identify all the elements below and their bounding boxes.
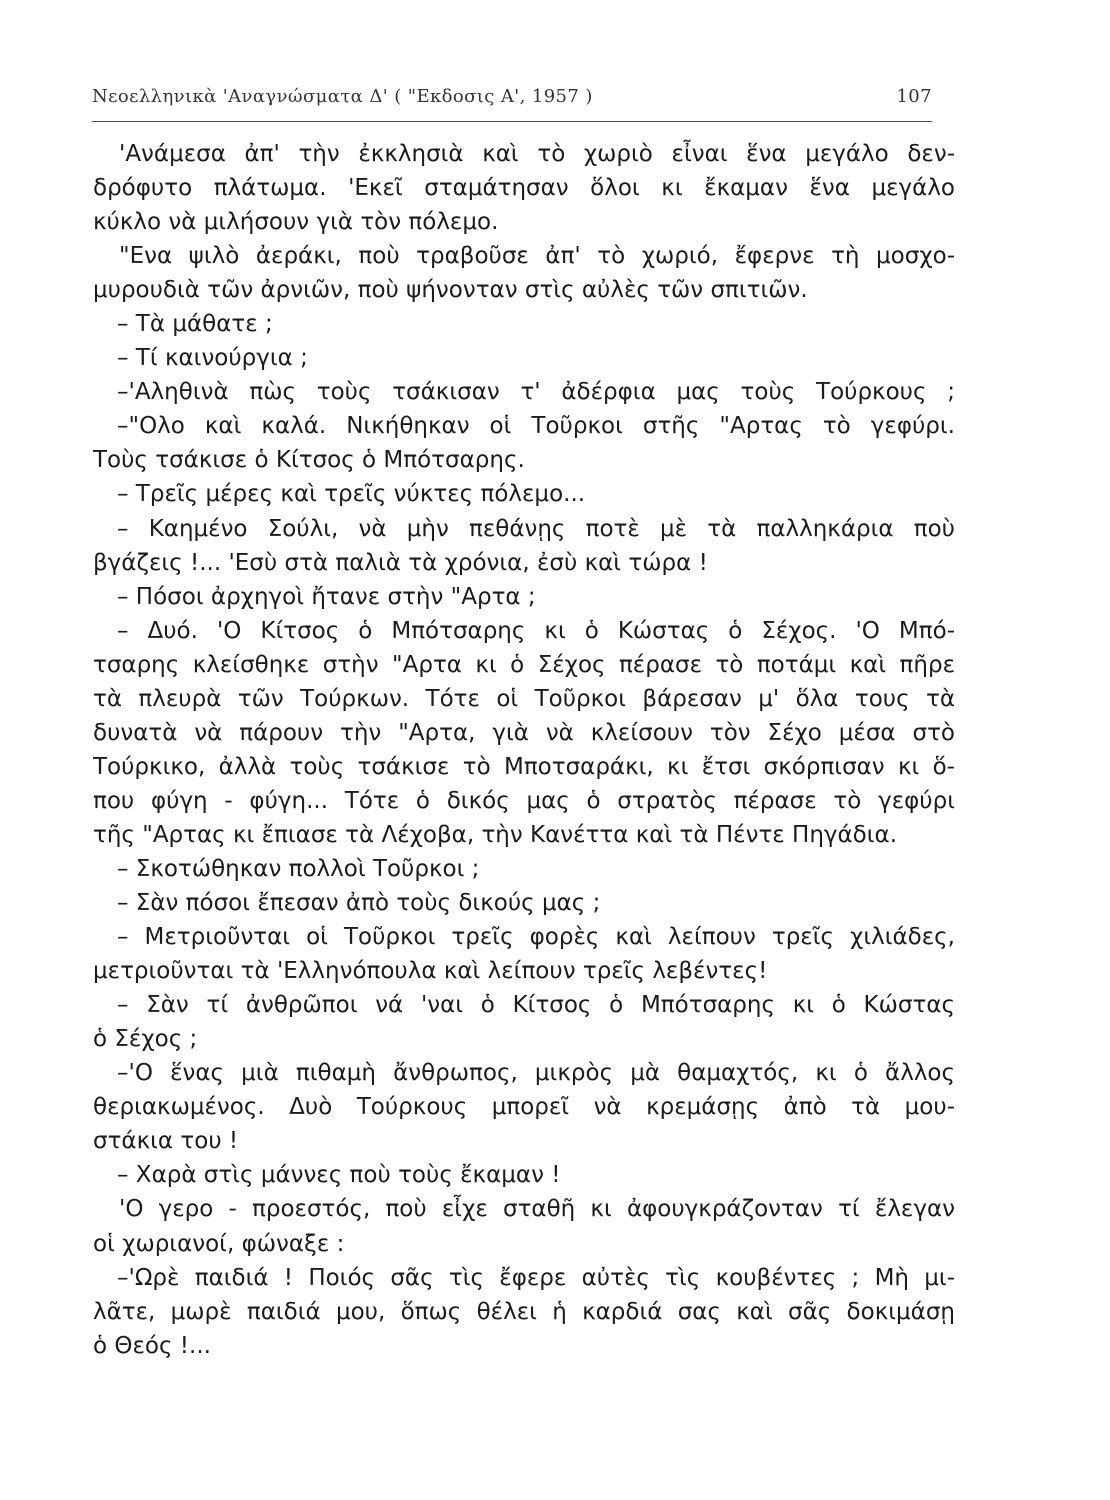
- text-line: μετριοῦνται τὰ 'Ελληνόπουλα καὶ λείπουν τρεῖς λεβέντες!: [93, 958, 768, 985]
- text-body: [93, 137, 955, 1363]
- header-rule: [92, 121, 932, 122]
- text-line: – Σκοτώθηκαν πολλοὶ Τοῦρκοι ;: [117, 855, 480, 882]
- text-line: λᾶτε, μωρὲ παιδιά μου, ὅπως θέλει ἡ καρδιά σας καὶ σᾶς δοκιμάσῃ: [93, 1298, 955, 1325]
- text-line: – Δυό. 'Ο Κίτσος ὁ Μπότσαρης κι ὁ Κώστας ὁ Σέχος. 'Ο Μπό-: [117, 617, 955, 644]
- text-line: δυνατὰ νὰ πάρουν τὴν "Αρτα, γιὰ νὰ κλείσουν τὸν Σέχο μέσα στὸ: [93, 719, 955, 746]
- text-line: τῆς "Αρτας κι ἔπιασε τὰ Λέχοβα, τὴν Κανέττα καὶ τὰ Πέντε Πηγάδια.: [93, 821, 898, 848]
- text-line: – Τρεῖς μέρες καὶ τρεῖς νύκτες πόλεμο...: [117, 481, 586, 508]
- text-line: Τούρκικο, ἀλλὰ τοὺς τσάκισε τὸ Μποτσαράκι, κι ἔτσι σκόρπισαν κι ὅ-: [93, 753, 955, 780]
- running-header: [92, 86, 932, 120]
- text-line: – Τί καινούργια ;: [117, 345, 308, 372]
- text-line: – Τὰ μάθατε ;: [117, 311, 273, 338]
- text-line: – Χαρὰ στὶς μάννες ποὺ τοὺς ἔκαμαν !: [117, 1162, 561, 1189]
- text-line: βγάζεις !... 'Εσὺ στὰ παλιὰ τὰ χρόνια, ἐσὺ καὶ τώρα !: [93, 549, 708, 576]
- text-line: – Πόσοι ἀρχηγοὶ ἤτανε στὴν "Αρτα ;: [117, 583, 536, 610]
- text-line: ὁ Θεός !...: [93, 1332, 211, 1359]
- header-title: Νεοελληνικὰ 'Αναγνώσματα Δ' ( "Εκδοσις Α', 1957 ): [92, 86, 593, 107]
- text-line: κύκλο νὰ μιλήσουν γιὰ τὸν πόλεμο.: [93, 209, 499, 236]
- text-line: δρόφυτο πλάτωμα. 'Εκεῖ σταμάτησαν ὅλοι κι ἔκαμαν ἕνα μεγάλο: [93, 175, 955, 202]
- text-line: οἱ χωριανοί, φώναξε :: [93, 1230, 345, 1257]
- text-line: –"Ολο καὶ καλά. Νικήθηκαν οἱ Τοῦρκοι στῆς "Αρτας τὸ γεφύρι.: [117, 413, 955, 440]
- text-line: "Ενα ψιλὸ ἀεράκι, ποὺ τραβοῦσε ἀπ' τὸ χωριό, ἔφερνε τὴ μοσχο-: [119, 243, 955, 270]
- text-line: στάκια του !: [93, 1128, 239, 1155]
- text-line: – Σὰν τί ἀνθρῶποι νά 'ναι ὁ Κίτσος ὁ Μπότσαρης κι ὁ Κώστας: [117, 992, 955, 1019]
- text-line: Τοὺς τσάκισε ὁ Κίτσος ὁ Μπότσαρης.: [93, 447, 525, 474]
- text-line: θεριακωμένος. Δυὸ Τούρκους μπορεῖ νὰ κρεμάσῃς ἀπὸ τὰ μου-: [93, 1094, 955, 1121]
- text-line: τσαρης κλείσθηκε στὴν "Αρτα κι ὁ Σέχος πέρασε τὸ ποτάμι καὶ πῆρε: [93, 651, 955, 678]
- text-line: –'Ο ἕνας μιὰ πιθαμὴ ἄνθρωπος, μικρὸς μὰ θαμαχτός, κι ὁ ἄλλος: [117, 1060, 955, 1087]
- text-line: μυρουδιὰ τῶν ἀρνιῶν, ποὺ ψήνονταν στὶς αὐλὲς τῶν σπιτιῶν.: [93, 277, 808, 304]
- text-line: – Σὰν πόσοι ἔπεσαν ἀπὸ τοὺς δικούς μας ;: [117, 890, 601, 917]
- text-line: ὁ Σέχος ;: [93, 1026, 198, 1053]
- text-line: – Καημένο Σούλι, νὰ μὴν πεθάνῃς ποτὲ μὲ τὰ παλληκάρια ποὺ: [117, 515, 955, 542]
- text-line: 'Ο γερο - προεστός, ποὺ εἶχε σταθῆ κι ἀφουγκράζονταν τί ἔλεγαν: [119, 1196, 955, 1223]
- text-line: –'Αληθινὰ πὼς τοὺς τσάκισαν τ' ἀδέρφια μας τοὺς Τούρκους ;: [117, 379, 955, 406]
- text-line: –'Ωρὲ παιδιά ! Ποιός σᾶς τὶς ἔφερε αὐτὲς τὶς κουβέντες ; Μὴ μι-: [117, 1264, 955, 1291]
- text-line: που φύγη - φύγη... Τότε ὁ δικός μας ὁ στρατὸς πέρασε τὸ γεφύρι: [93, 787, 955, 814]
- text-line: τὰ πλευρὰ τῶν Τούρκων. Τότε οἱ Τοῦρκοι βάρεσαν μ' ὅλα τους τὰ: [93, 685, 955, 712]
- text-line: 'Ανάμεσα ἀπ' τὴν ἐκκλησιὰ καὶ τὸ χωριὸ εἶναι ἕνα μεγάλο δεν-: [119, 141, 955, 167]
- text-line: – Μετριοῦνται οἱ Τοῦρκοι τρεῖς φορὲς καὶ λείπουν τρεῖς χιλιάδες,: [117, 924, 955, 951]
- page-number: 107: [896, 86, 932, 107]
